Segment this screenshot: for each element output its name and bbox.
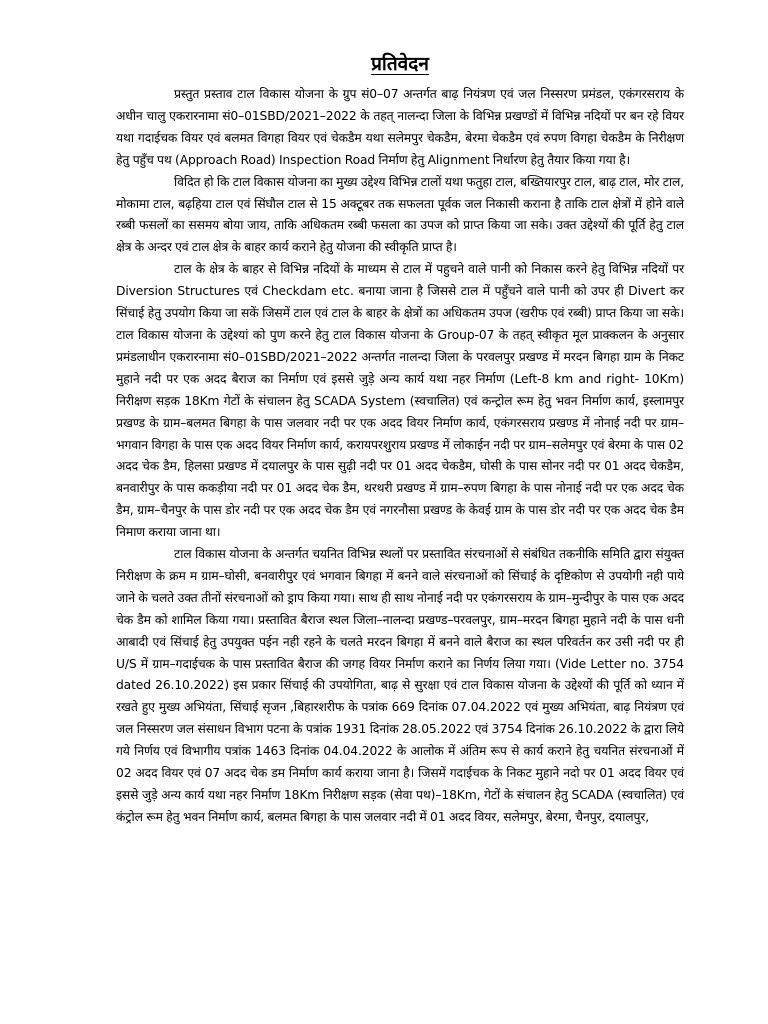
paragraph-intro: प्रस्तुत प्रस्ताव टाल विकास योजना के ग्रुप सं0–07 अन्तर्गत बाढ़ नियंत्रण एवं जल निस्सरण प्रमंडल, एकंगरसराय के अधीन चालु एकरारनामा सं0–01SBD/2021–2022 के तहत् नालन्दा जिला के विभिन्न प्रखण्डों में विभिन्न नदियों पर बन रहे वियर यथा गदाईचक वियर एवं बलमत विगहा वियर एवं चेकडैम यथा सलेमपुर चेकडैम, बेरमा चेकडैम एवं रुपण विगहा चेकडैम के निरीक्षण हेतु पहुँच पथ (Approach Road) Inspection Road निर्माण हेतु Alignment निर्धारण हेतु तैयार किया गया है। xyxy=(116,87,684,167)
paragraph-objective: विदित हो कि टाल विकास योजना का मुख्य उद्देश्य विभिन्न टालों यथा फतुहा टाल, बख्तियारपुर टाल, बाढ़ टाल, मोर टाल, मोकामा टाल, बढ़हिया टाल एवं सिंघौल टाल से 15 अक्टूबर तक सफलता पूर्वक जल निकासी कराना है ताकि टाल क्षेत्रों में होने वाले रब्बी फसलों का ससमय बोया जाय, ताकि अधिकतम रब्बी फसला का उपज को प्राप्त किया जा सके। उक्त उद्देश्यों की पूर्ति हेतु टाल क्षेत्र के अन्दर एवं टाल क्षेत्र के बाहर कार्य कराने हेतु योजना की स्वीकृति प्राप्त है। xyxy=(116,174,684,255)
document-title: प्रतिवेदन xyxy=(371,53,429,75)
paragraph-decision: टाल विकास योजना के अन्तर्गत चयनित विभिन्न स्थलों पर प्रस्तावित संरचनाओं से संबंधित तकनीकि समिति द्वारा संयुक्त निरीक्षण के क्रम म ग्राम–घोसी, बनवारीपुर एवं भगवान बिगहा में बनने वाले संरचनाओं को सिंचाई के दृष्टिकोण से उपयोगी नही पाये जाने के चलते उक्त तीनों संरचनाओं को ड्राप किया गया। साथ ही साथ नोनाई नदी पर एकंगरसराय के ग्राम–मुन्दीपुर के पास एक अदद चेक डैम को शामिल किया गया। प्रस्तावित बैराज स्थल जिला–नालन्दा प्रखण्ड–परवलपुर, ग्राम–मरदन बिगहा मुहाने नदी के पास धनी आबादी एवं सिंचाई हेतु उपयुक्त पईन नही रहने के चलते मरदन बिगहा में बनने वाले बैराज का स्थल परिवर्तन कर उसी नदी पर ही U/S में ग्राम–गदाईचक के पास प्रस्तावित बैराज की जगह वियर निर्माण कराने का निर्णय लिया गया। (Vide Letter no. 3754 dated 26.10.2022) इस प्रकार सिंचाई की उपयोगिता, बाढ़ से सुरक्षा एवं टाल विकास योजना के उद्देश्यों की पूर्ति को ध्यान में रखते हुए मुख्य अभियंता, सिंचाई सृजन ,बिहारशरीफ के पत्रांक 669 दिनांक 07.04.2022 एवं मुख्य अभियंता, बाढ़ नियंत्रण एवं जल निस्सरण जल संसाधन विभाग पटना के पत्रांक 1931 दिनांक 28.05.2022 एवं 3754 दिनांक 26.10.2022 के द्वारा लिये गये निर्णय एवं विभागीय पत्रांक 1463 दिनांक 04.04.2022 के आलोक में अंतिम रूप से कार्य कराने हेतु चयनित संरचनाओं में 02 अदद वियर एवं 07 अदद चेक डम निर्माण कार्य कराया जाना है। जिसमें गदाईचक के निकट मुहाने नदो पर 01 अदद वियर एवं इससे जुड़े अन्य कार्य यथा नहर निर्माण 18Km निरीक्षण सड़क (सेवा पथ)–18Km, गेटों के संचालन हेतु SCADA (स्वचालित) एवं कंट्रोल रूम हेतु भवन निर्माण कार्य, बलमत बिगहा के पास जलवार नदी में 01 अदद वियर, सलेमपुर, बेरमा, चैनपुर, दयालपुर, xyxy=(116,547,684,824)
paragraph-structures: टाल के क्षेत्र के बाहर से विभिन्न नदियों के माध्यम से टाल में पहुचने वाले पानी को निकास करने हेतु विभिन्न नदियों पर Diversion Structures एवं Checkdam etc. बनाया जाना है जिससे टाल में पहुँचने वाले पानी को उपर ही Divert कर सिंचाई हेतु उपयोग किया जा सकें जिसमें टाल एवं टाल के बाहर के क्षेत्रों का अधिकतम उपज (खरीफ एवं रब्बी) प्राप्त किया जा सके। टाल विकास योजना के उद्देश्यां को पुण करने हेतु टाल विकास योजना के Group-07 के तहत् स्वीकृत मूल प्राक्कलन के अनुसार प्रमंडलाधीन एकरारनामा सं0–01SBD/2021–2022 अन्तर्गत नालन्दा जिला के परवलपुर प्रखण्ड में मरदन बिगहा ग्राम के निकट मुहाने नदी पर एक अदद बैराज का निर्माण एवं इससे जुड़े अन्य कार्य यथा नहर निर्माण (Left-8 km and right- 10Km) निरीक्षण सड़क 18Km गेटों के संचालन हेतु SCADA System (स्वचालित) एवं कन्ट्रोल रूम हेतु भवन निर्माण कार्य, इस्लामपुर प्रखण्ड के ग्राम–बलमत बिगहा के पास जलवार नदी पर एक अदद वियर निर्माण कार्य, एकंगरसराय प्रखण्ड में नोनाई नदी पर ग्राम–भगवान विगहा के पास एक अदद वियर निर्माण कार्य, करायपरशुराय प्रखण्ड में लोकाईन नदी पर ग्राम–सलेमपुर एवं बेरमा के पास 02 अदद चेक डैम, हिलसा प्रखण्ड में दयालपुर के पास सुढ़ी नदी पर 01 अदद चेकडैम, घोसी के पास सोनर नदी पर 01 अदद चेकडैम, बनवारीपुर के पास ककड़ीया नदी पर 01 अदद चेक डैम, थरथरी प्रखण्ड में ग्राम–रुपण बिगहा के पास नोनाई नदी पर एक अदद चेक डैम, ग्राम–चैनपुर के पास डोर नदी पर एक अदद चेक डैम एवं नगरनौसा प्रखण्ड के केवई ग्राम के पास डोर नदी पर एक अदद चेक डैम निमाण कराया जाना था। xyxy=(116,262,684,540)
